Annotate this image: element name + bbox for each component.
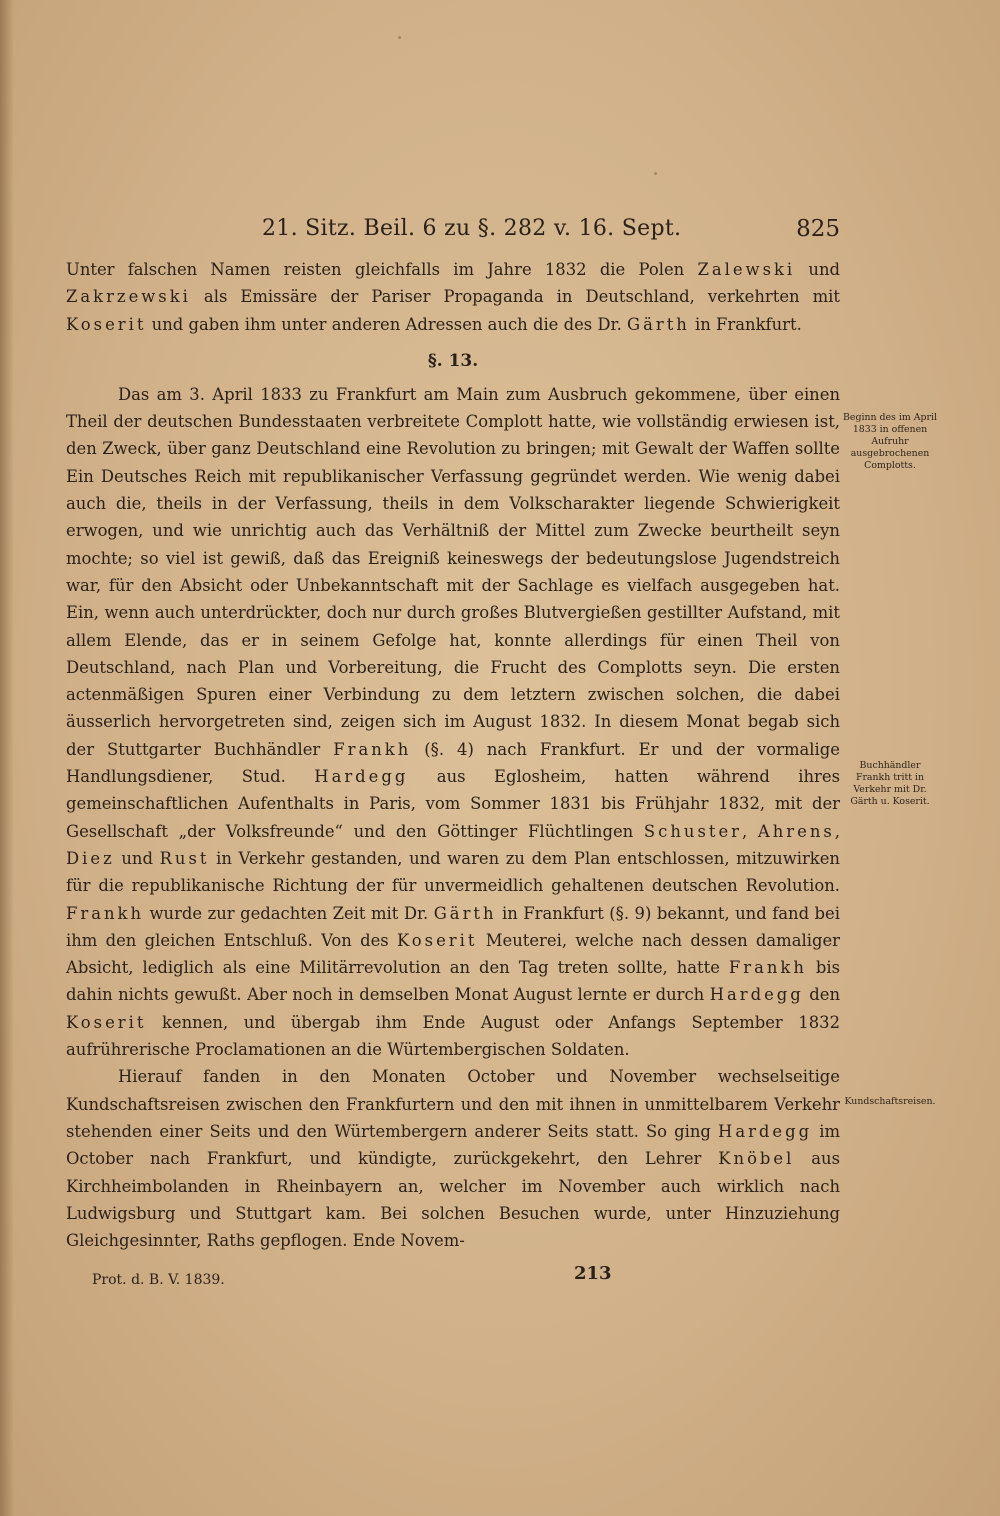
spaced-name: Zakrzewski	[66, 287, 191, 307]
spaced-name: Hardegg	[709, 985, 804, 1005]
text-run: aus Kirchheimbolanden in Rheinbayern an, welcher im November auch wirklich nach Ludwigsburg und Stuttgart kam. Bei solchen Besuchen wurde, unter Hinzuziehung Gleichgesinnter, Raths gepflogen. Ende Novem-	[66, 1149, 840, 1251]
spaced-name: Frankh	[66, 903, 145, 923]
text-run: Das am 3. April 1833 zu Frankfurt am Main zum Ausbruch gekommene, über einen Theil der deutschen Bundesstaaten verbreitete Complott hatte, wie vollständig erwiesen ist, den Zweck, über ganz Deutschland eine Revolution zu bringen; mit Gewalt der Waffen sollte Ein Deutsches Reich mit republikanischer Verfassung gegründet werden. Wie wenig dabei auch die, theils in der Verfassung, theils in dem Volkscharakter liegende Schwierigkeit erwogen, und wie unrichtig auch das Verhältniß der Mittel zum Zwecke beurtheilt seyn mochte; so viel ist gewiß, daß das Ereigniß keineswegs der bedeutungslose Jugendstreich war, für den Absicht oder Unbekanntschaft mit der Sachlage es vielfach ausgegeben hat. Ein, wenn auch unterdrückter, doch nur durch großes Blutvergießen gestillter Aufstand, mit allem Elende, das er in seinem Gefolge hat, konnte allerdings für einen Theil von Deutschland, nach Plan und Vorbereitung, die Frucht des Complotts seyn. Die ersten actenmäßigen Spuren einer Verbindung zu dem letztern zwischen solchen, die dabei äusserlich hervorgetreten sind, zeigen sich im August 1832. In diesem Monat begab sich der Stuttgarter Buchhändler	[66, 384, 840, 759]
body-text	[66, 256, 840, 1254]
spaced-name: Hardegg	[718, 1121, 813, 1141]
text-run: wurde zur gedachten Zeit mit Dr.	[144, 903, 434, 923]
text-run: Unter falschen Namen reisten gleichfalls im Jahre 1832 die Polen	[66, 260, 698, 279]
running-head-text: 21. Sitz. Beil. 6 zu §. 282 v. 16. Sept.	[262, 216, 682, 241]
spaced-name: Koserit	[66, 1012, 147, 1032]
paragraph-1	[66, 256, 840, 338]
spaced-name: Frankh	[728, 958, 807, 978]
page-number: 825	[796, 216, 840, 242]
paper-speck	[398, 36, 401, 39]
spaced-name: Schuster	[643, 821, 742, 841]
spaced-name: Knöbel	[718, 1149, 795, 1169]
text-run: bis dahin nichts gewußt. Aber noch in demselben Monat August lernte er durch	[66, 958, 841, 1005]
text-run: in Verkehr gestanden, und waren zu dem Plan entschlossen, mitzuwirken für die republikanische Richtung der für unvermeidlich gehaltenen deutschen Revolution.	[66, 848, 840, 896]
margin-note-frankh: Buchhändler Frankh tritt in Verkehr mit Dr. Gärth u. Koserit.	[850, 760, 930, 807]
spaced-name: Hardegg	[314, 767, 409, 787]
text-run: als Emissäre der Pariser Propaganda in Deutschland, verkehrten mit	[190, 287, 840, 307]
text-run: ,	[834, 821, 841, 841]
margin-note-complott-beginning: Beginn des im April 1833 in offenen Aufruhr ausgebrochenen Complotts.	[843, 412, 937, 471]
text-run: und	[795, 260, 840, 279]
paragraph-2	[66, 381, 840, 1063]
text-run: Hierauf fanden in den Monaten October und November wechselseitige Kundschaftsreisen zwischen den Frankfurtern und den mit ihnen in unmittelbarem Verkehr stehenden einer Seits und den Würtembergern anderer Seits statt. So ging	[66, 1067, 840, 1141]
spaced-name: Rust	[159, 848, 210, 868]
paper-speck	[654, 172, 657, 175]
spaced-name: Diez	[66, 848, 115, 868]
text-run: den	[803, 985, 840, 1005]
spaced-name: Gärth	[627, 314, 690, 334]
text-run: in Frankfurt.	[689, 314, 802, 334]
spaced-name: Zalewski	[697, 260, 796, 279]
text-run: und gaben ihm unter anderen Adressen auch die des Dr.	[146, 314, 627, 334]
text-run: im October nach Frankfurt, und kündigte, zurückgekehrt, den Lehrer	[66, 1121, 840, 1169]
text-run: aus Eglosheim, hatten während ihres gemeinschaftlichen Aufenthalts in Paris, vom Sommer 1831 bis Frühjahr 1832, mit der Gesellschaft „der Volksfreunde“ und den Göttinger Flüchtlingen	[66, 767, 840, 841]
text-run: und	[114, 848, 160, 868]
page-edge-shadow	[0, 0, 14, 1516]
margin-note-kundschaftsreisen: Kundschaftsreisen.	[844, 1096, 936, 1107]
paragraph-3	[66, 1063, 840, 1254]
spaced-name: Ahrens	[757, 821, 835, 841]
footer-protocol-reference: Prot. d. B. V. 1839.	[92, 1272, 225, 1288]
spaced-name: Koserit	[397, 930, 478, 950]
text-run: in Frankfurt (§. 9) bekannt, und fand bei ihm den gleichen Entschluß. Von des	[66, 903, 840, 950]
section-heading: §. 13.	[427, 350, 479, 371]
spaced-name: Gärth	[433, 903, 497, 923]
text-run: Meuterei, welche nach dessen damaliger Absicht, lediglich als eine Militärrevolution an den Tag treten sollte, hatte	[66, 930, 840, 978]
footer-signature-mark: 213	[574, 1263, 612, 1284]
spaced-name: Frankh	[333, 739, 412, 759]
text-run: ,	[741, 821, 758, 841]
text-run: (§. 4) nach Frankfurt. Er und der vormalige Handlungsdiener, Stud.	[66, 739, 840, 787]
spaced-name: Koserit	[66, 314, 147, 334]
running-head	[262, 214, 840, 248]
text-run: kennen, und übergab ihm Ende August oder Anfangs September 1832 aufrührerische Proclamationen an die Würtembergischen Soldaten.	[66, 1012, 840, 1060]
